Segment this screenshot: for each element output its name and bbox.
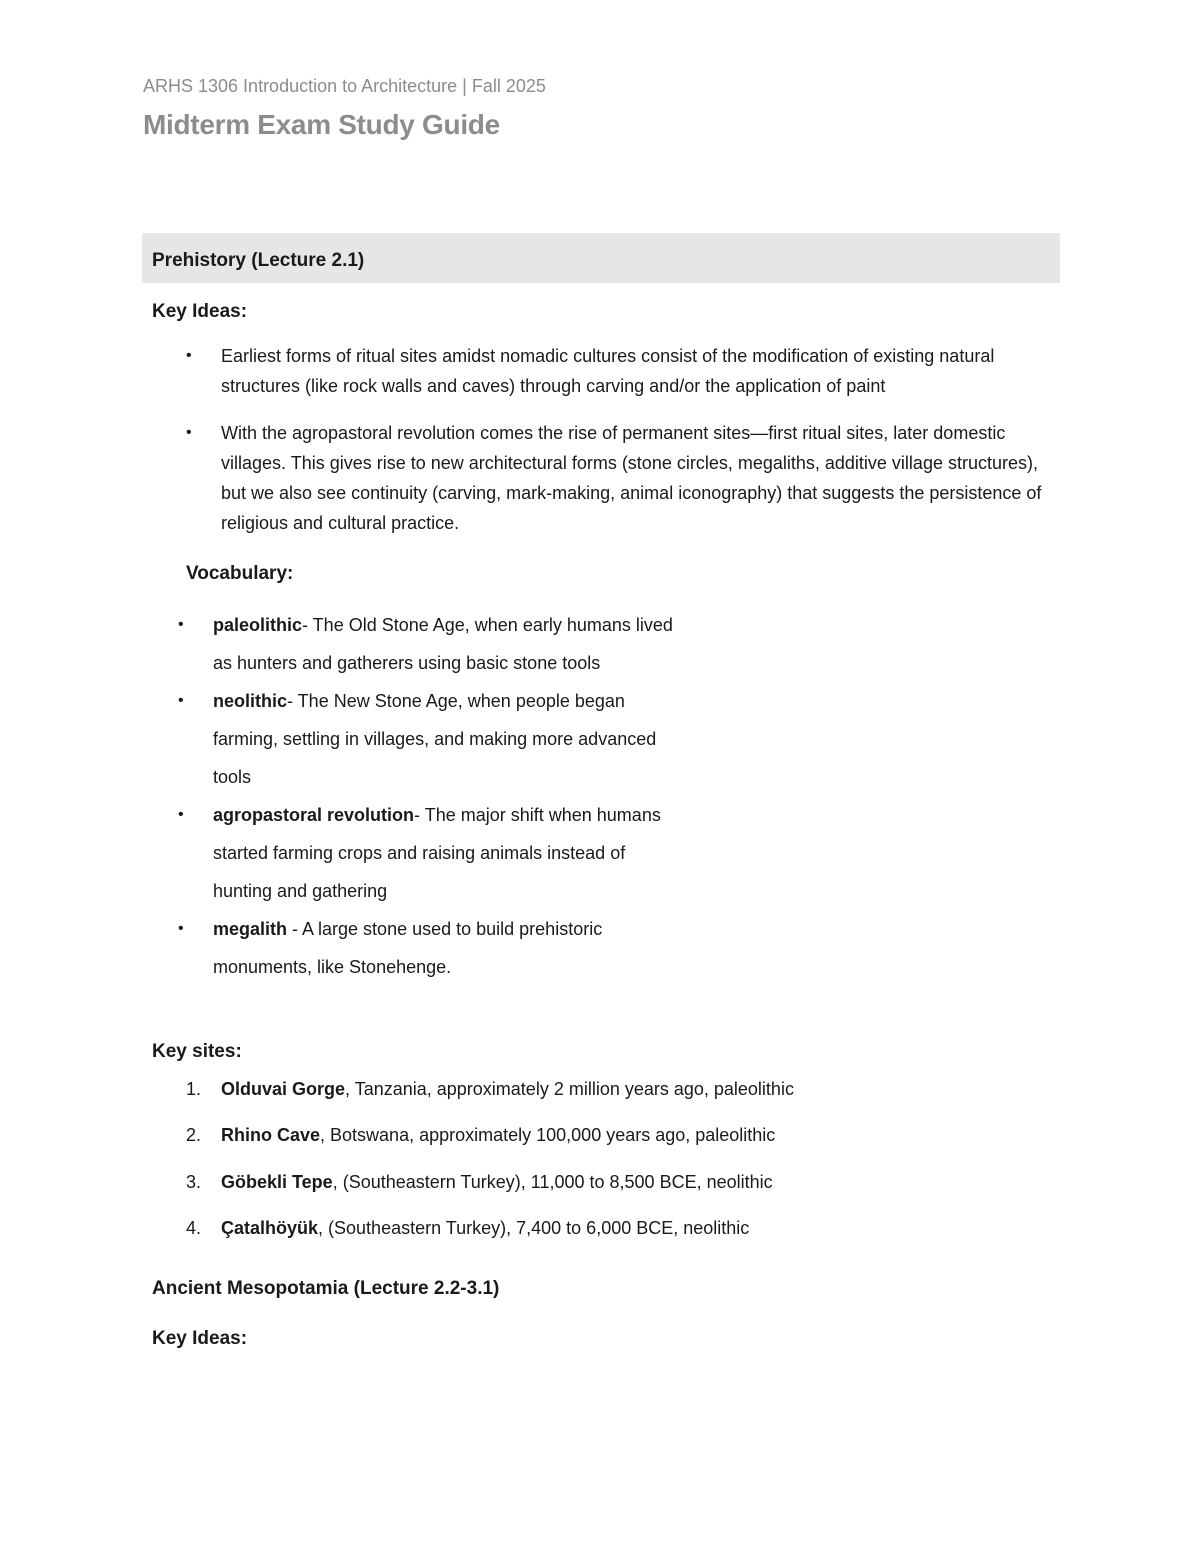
vocabulary-label: Vocabulary: <box>186 563 294 584</box>
list-number: 4. <box>186 1217 202 1238</box>
section-heading-mesopotamia: Ancient Mesopotamia (Lecture 2.2-3.1) <box>152 1278 500 1299</box>
section-heading-band <box>142 233 1060 283</box>
vocab-term: paleolithic <box>213 615 303 635</box>
vocab-definition: - The New Stone Age, when people began farming, settling in villages, and making more advanced tools <box>213 691 657 787</box>
section-heading-prehistory: Prehistory (Lecture 2.1) <box>152 250 365 271</box>
bullet-icon: • <box>178 616 184 633</box>
vocab-definition: - The major shift when humans started farming crops and raising animals instead of hunting and gathering <box>213 805 661 901</box>
site-name: Çatalhöyük <box>221 1217 319 1238</box>
site-details: , (Southeastern Turkey), 7,400 to 6,000 BCE, neolithic <box>318 1217 750 1238</box>
list-item <box>176 682 673 796</box>
site-details: , Tanzania, approximately 2 million years ago, paleolithic <box>345 1079 794 1099</box>
key-ideas-label: Key Ideas: <box>152 301 248 322</box>
document-title: Midterm Exam Study Guide <box>143 109 500 140</box>
bullet-icon: • <box>186 347 192 364</box>
list-item <box>176 606 673 682</box>
key-ideas-list <box>152 341 1052 555</box>
site-name: Rhino Cave <box>221 1125 321 1146</box>
list-item <box>176 910 673 986</box>
key-sites-label: Key sites: <box>152 1041 242 1062</box>
key-idea-text: With the agropastoral revolution comes the rise of permanent sites—first ritual sites, later domestic villages. This gives rise to new architectural forms (stone circles, megaliths, additive village structures), but we also see continuity (carving, mark-making, animal iconography) that suggests the persistence of religious and cultural practice. <box>221 422 1042 534</box>
vocab-term: megalith <box>213 919 288 939</box>
list-item <box>152 1167 1052 1197</box>
vocab-definition: - The Old Stone Age, when early humans lived as hunters and gatherers using basic stone tools <box>213 615 673 673</box>
site-details: , Botswana, approximately 100,000 years ago, paleolithic <box>320 1125 776 1146</box>
course-line: ARHS 1306 Introduction to Architecture | Fall 2025 <box>143 76 546 96</box>
list-number: 3. <box>186 1171 202 1192</box>
vocab-term: agropastoral revolution <box>213 805 415 825</box>
vocab-term: neolithic <box>213 691 288 711</box>
vocab-definition: - A large stone used to build prehistoric monuments, like Stonehenge. <box>213 919 603 977</box>
bullet-icon: • <box>186 423 192 441</box>
key-idea-text: Earliest forms of ritual sites amidst nomadic cultures consist of the modification of existing natural structures (like rock walls and caves) through carving and/or the application of paint <box>221 346 995 397</box>
list-number: 1. <box>186 1079 202 1099</box>
site-name: Göbekli Tepe <box>221 1171 333 1192</box>
bullet-icon: • <box>178 692 184 709</box>
bullet-icon: • <box>178 920 184 937</box>
key-ideas-label: Key Ideas: <box>152 1328 248 1349</box>
site-details: , (Southeastern Turkey), 11,000 to 8,500 BCE, neolithic <box>332 1171 773 1192</box>
list-item <box>152 1213 1052 1243</box>
list-item <box>152 1120 1052 1150</box>
list-item <box>152 341 1052 402</box>
list-item <box>152 1074 1052 1104</box>
bullet-icon: • <box>178 806 184 823</box>
key-sites-list <box>152 1074 1052 1259</box>
vocabulary-list <box>176 606 696 986</box>
list-number: 2. <box>186 1125 202 1146</box>
site-name: Olduvai Gorge <box>221 1079 346 1099</box>
list-item <box>176 796 673 910</box>
list-item <box>152 418 1052 539</box>
